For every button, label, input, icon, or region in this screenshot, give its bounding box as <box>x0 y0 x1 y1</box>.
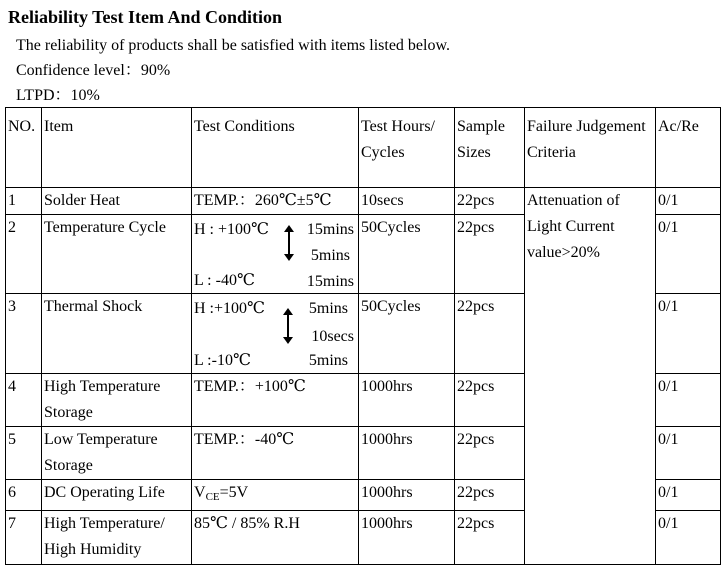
row-number: 4 <box>6 374 42 427</box>
row-hours: 1000hrs <box>359 427 455 480</box>
row-ac-re: 0/1 <box>656 215 721 294</box>
row-number: 1 <box>6 188 42 215</box>
ltpd-value: LTPD：10% <box>16 87 100 104</box>
row-hours: 1000hrs <box>359 480 455 511</box>
condition-high-time: 15mins <box>306 221 354 238</box>
condition-voltage-symbol: V <box>194 484 206 501</box>
row-hours: 1000hrs <box>359 511 455 565</box>
header-row <box>6 108 721 188</box>
row-condition <box>192 215 359 294</box>
row-ac-re: 0/1 <box>656 480 721 511</box>
condition-high: H : +100℃ <box>194 221 269 238</box>
row-hours: 1000hrs <box>359 374 455 427</box>
table-row <box>6 188 721 215</box>
row-number: 3 <box>6 294 42 374</box>
row-hours: 50Cycles <box>359 294 455 374</box>
row-ac-re: 0/1 <box>656 427 721 480</box>
header-test-hours: Test Hours/ Cycles <box>359 108 455 188</box>
condition-voltage-value: =5V <box>219 484 249 501</box>
row-condition: TEMP.：260℃±5℃ <box>192 188 359 215</box>
header-test-conditions: Test Conditions <box>192 108 359 188</box>
row-number: 5 <box>6 427 42 480</box>
row-ac-re: 0/1 <box>656 188 721 215</box>
condition-low: L : -40℃ <box>194 272 255 289</box>
row-item: Low Temperature Storage <box>42 427 192 480</box>
intro-statement: The reliability of products shall be satisfied with items listed below. <box>16 37 450 54</box>
row-condition: TEMP.：+100℃ <box>192 374 359 427</box>
row-condition <box>192 480 359 511</box>
row-number: 2 <box>6 215 42 294</box>
row-condition: TEMP.：-40℃ <box>192 427 359 480</box>
row-condition <box>192 294 359 374</box>
confidence-level: Confidence level：90% <box>16 62 171 79</box>
condition-low: L :-10℃ <box>194 352 251 369</box>
condition-low-time: 5mins <box>308 352 348 369</box>
page-title: Reliability Test Item And Condition <box>8 7 283 27</box>
reliability-table <box>5 107 721 565</box>
header-sample-sizes: Sample Sizes <box>455 108 525 188</box>
row-samples: 22pcs <box>455 294 525 374</box>
header-item: Item <box>42 108 192 188</box>
up-down-arrow-icon <box>283 225 295 261</box>
row-item: Solder Heat <box>42 188 192 215</box>
row-number: 6 <box>6 480 42 511</box>
row-ac-re: 0/1 <box>656 511 721 565</box>
header-failure-criteria: Failure Judgement Criteria <box>525 108 656 188</box>
header-ac-re: Ac/Re <box>656 108 721 188</box>
up-down-arrow-icon <box>282 308 294 344</box>
row-samples: 22pcs <box>455 215 525 294</box>
row-ac-re: 0/1 <box>656 294 721 374</box>
condition-voltage-subscript: CE <box>205 491 220 503</box>
row-condition: 85℃ / 85% R.H <box>192 511 359 565</box>
condition-high-time: 5mins <box>308 300 348 317</box>
row-samples: 22pcs <box>455 188 525 215</box>
condition-low-time: 15mins <box>306 273 354 290</box>
row-samples: 22pcs <box>455 427 525 480</box>
condition-transfer-time: 5mins <box>310 247 350 264</box>
header-no: NO. <box>6 108 42 188</box>
row-item: Temperature Cycle <box>42 215 192 294</box>
row-item: High Temperature Storage <box>42 374 192 427</box>
row-ac-re: 0/1 <box>656 374 721 427</box>
row-samples: 22pcs <box>455 511 525 565</box>
row-number: 7 <box>6 511 42 565</box>
failure-criteria-cell: Attenuation of Light Current value>20% <box>525 188 656 565</box>
row-hours: 10secs <box>359 188 455 215</box>
row-item: DC Operating Life <box>42 480 192 511</box>
condition-transfer-time: 10secs <box>311 328 354 345</box>
condition-high: H :+100℃ <box>194 300 265 317</box>
row-samples: 22pcs <box>455 374 525 427</box>
row-hours: 50Cycles <box>359 215 455 294</box>
row-item: Thermal Shock <box>42 294 192 374</box>
row-item: High Temperature/ High Humidity <box>42 511 192 565</box>
row-samples: 22pcs <box>455 480 525 511</box>
